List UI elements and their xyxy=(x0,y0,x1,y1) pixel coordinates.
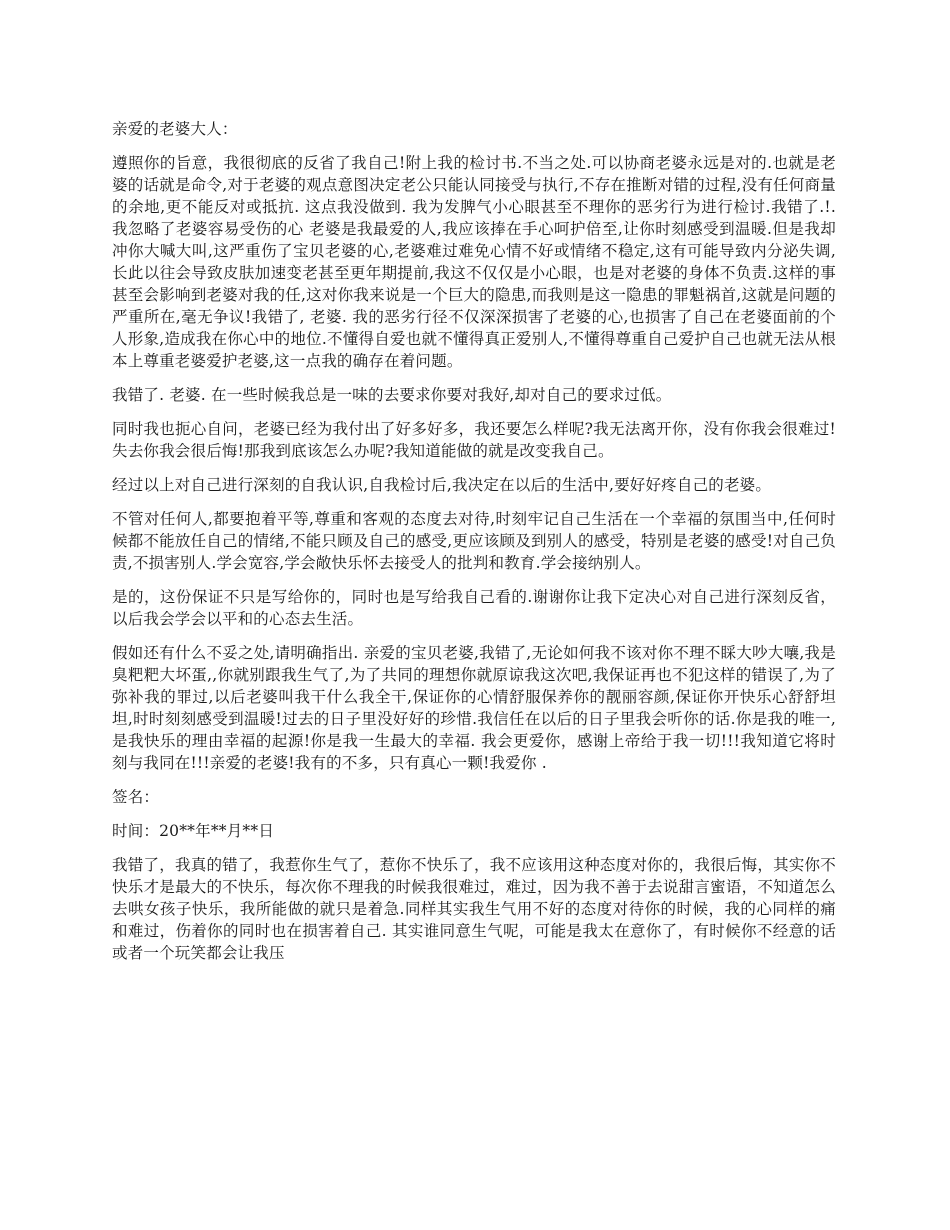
paragraph-decision: 经过以上对自己进行深刻的自我认识,自我检讨后,我决定在以后的生活中,要好好疼自己的老婆。 xyxy=(112,476,772,494)
paragraph-self-reflection: 同时我也扼心自问，老婆已经为我付出了好多好多，我还要怎么样呢?我无法离开你，没有你我会很难过!失去你我会很后悔!那我到底该怎么办呢?我知道能做的就是改变我自己。 xyxy=(112,420,836,460)
signature-line: 签名： xyxy=(112,788,160,806)
letter-body xyxy=(112,118,836,976)
paragraph-guarantee: 是的，这份保证不只是写给你的，同时也是写给我自己看的.谢谢你让我下定决心对自己进行深刻反省，以后我会学会以平和的心态去生活。 xyxy=(112,588,836,628)
paragraph-principles: 不管对任何人,都要抱着平等,尊重和客观的态度去对待,时刻牢记自己生活在一个幸福的氛围当中,任何时候都不能放任自己的情绪,不能只顾及自己的感受,更应该顾及到别人的感受，特别是老婆的感受!对自己负责,不损害别人.学会宽容,学会敞快乐怀去接受人的批判和教育.学会接纳别人。 xyxy=(112,510,836,572)
paragraph-apology-intro: 遵照你的旨意，我很彻底的反省了我自己!附上我的检讨书.不当之处.可以协商老婆永远是对的.也就是老婆的话就是命令,对于老婆的观点意图决定老公只能认同接受与执行,不存在推断对错的过程,没有任何商量的余地,更不能反对或抵抗. 这点我没做到. 我为发脾气小心眼甚至不理你的恶劣行为进行检讨.我错了.!. 我忽略了老婆容易受伤的心 老婆是我最爱的人,我应该捧在手心呵护倍至,让你时刻感受到温暖.但是我却冲你大喊大叫,这严重伤了宝贝老婆的心,老婆难过难免心情不好或情绪不稳定,这有可能导致内分泌失调,长此以往会导致皮肤加速变老甚至更年期提前,我这不仅仅是小心眼，也是对老婆的身体不负责.这样的事甚至会影响到老婆对我的任,这对你我来说是一个巨大的隐患,而我则是这一隐患的罪魁祸首,这就是问题的严重所在,毫无争议!我错了, 老婆. 我的恶劣行径不仅深深损害了老婆的心,也损害了自己在老婆面前的个人形象,造成我在你心中的地位.不懂得自爱也就不懂得真正爱别人,不懂得尊重自己爱护自己也就无法从根本上尊重老婆爱护老婆,这一点我的确存在着问题。 xyxy=(112,154,836,370)
paragraph-second-letter: 我错了，我真的错了，我惹你生气了，惹你不快乐了，我不应该用这种态度对你的，我很后悔，其实你不快乐才是最大的不快乐，每次你不理我的时候我很难过，难过，因为我不善于去说甜言蜜语，不知道怎么去哄女孩子快乐，我所能做的就只是着急.同样其实我生气用不好的态度对待你的时候，我的心同样的痛和难过，伤着你的同时也在损害着自己. 其实谁同意生气呢，可能是我太在意你了，有时候你不经意的话或者一个玩笑都会让我压 xyxy=(112,856,836,962)
date-line: 时间：20**年**月**日 xyxy=(112,822,275,840)
paragraph-promise: 假如还有什么不妥之处,请明确指出. 亲爱的宝贝老婆,我错了,无论如何我不该对你不理不睬大吵大嚷,我是臭粑粑大坏蛋,,你就别跟我生气了,为了共同的理想你就原谅我这次吧,我保证再也不犯这样的错误了,为了弥补我的罪过,以后老婆叫我干什么我全干,保证你的心情舒服保养你的靓丽容颜,保证你开快乐心舒舒坦坦,时时刻刻感受到温暖!过去的日子里没好好的珍惜.我信任在以后的日子里我会听你的话.你是我的唯一,是我快乐的理由幸福的起源!你是我一生最大的幸福. 我会更爱你，感谢上帝给于我一切!!!我知道它将时刻与我同在!!!亲爱的老婆!我有的不多，只有真心一颗!我爱你 . xyxy=(112,644,836,772)
salutation: 亲爱的老婆大人： xyxy=(112,120,238,138)
paragraph-admission: 我错了. 老婆. 在一些时候我总是一味的去要求你要对我好,却对自己的要求过低。 xyxy=(112,386,672,404)
